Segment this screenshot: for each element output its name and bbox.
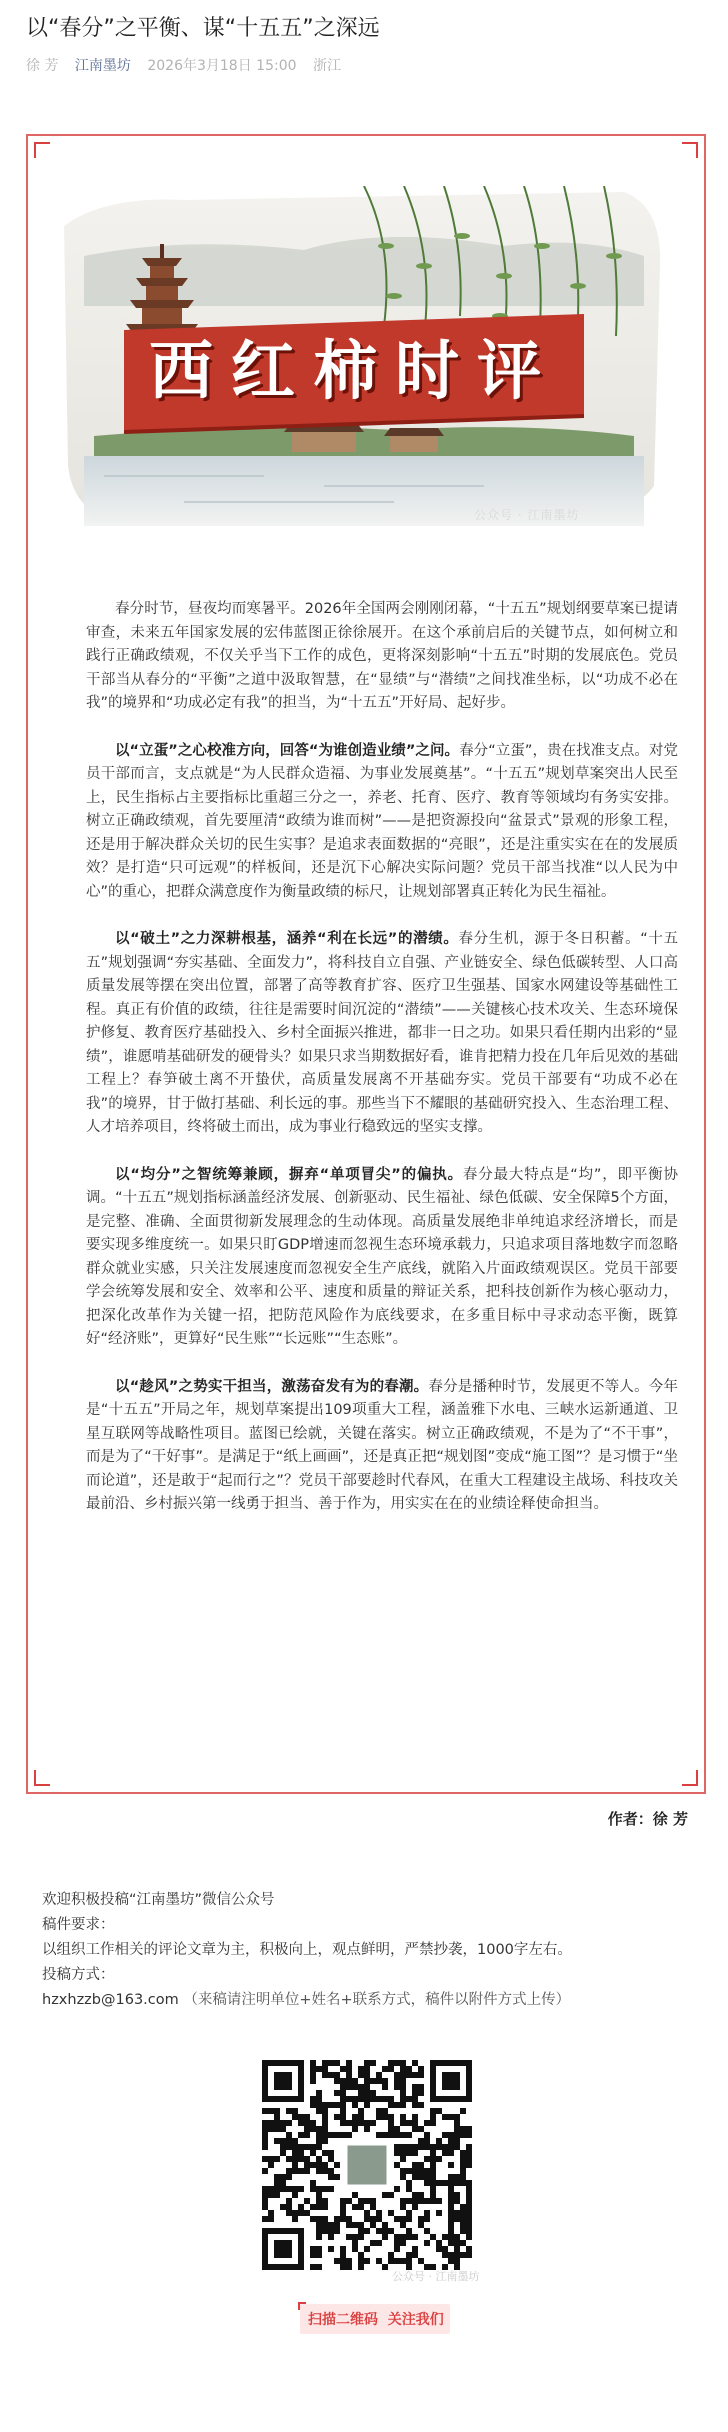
frame-corner (34, 1770, 50, 1786)
author-signature-name: 徐 芳 (652, 1810, 688, 1828)
paragraph-text: 春分时节，昼夜均而寒暑平。2026年全国两会刚刚闭幕，“十五五”规划纲要草案已提请审查，未来五年国家发展的宏伟蓝图正徐徐展开。在这个承前启后的关键节点，如何树立和践行正确政绩观，不仅关乎当下工作的成色，更将深刻影响“十五五”时期的发展底色。党员干部当从春分的“平衡”之道中汲取智慧，在“显绩”与“潜绩”之间找准坐标，以“功成不必在我”的境界和“功成必定有我”的担当，为“十五五”开好局、起好步。 (86, 601, 678, 711)
qr-caption-scan: 扫描二维码 (308, 2312, 378, 2328)
paragraph-text: 春分最大特点是“均”，即平衡协调。“十五五”规划指标涵盖经济发展、创新驱动、民生福祉、绿色低碳、安全保障5个方面，是完整、准确、全面贯彻新发展理念的生动体现。高质量发展绝非单纯追求经济增长，而是要实现多维度统一。如果只盯GDP增速而忽视生态环境承载力，只追求项目落地数字而忽略群众就业实感，只关注发展速度而忽视安全生产底线，就陷入片面政绩观误区。党员干部要学会统筹发展和安全、效率和公平、速度和质量的辩证关系，把科技创新作为核心驱动力，把深化改革作为关键一招，把防范风险作为底线要求，在多重目标中寻求动态平衡，既算好“经济账”，更算好“民生账”“长远账”“生态账”。 (86, 1166, 678, 1347)
paragraph-intro (86, 598, 678, 716)
qr-finder-pattern (262, 2060, 304, 2102)
qr-caption-mark (298, 2302, 306, 2310)
paragraph-section (86, 740, 678, 905)
qr-caption-follow: 关注我们 (387, 2312, 444, 2328)
submission-method (42, 1988, 702, 2013)
submission-email[interactable]: hzxhzzb@163.com (42, 1992, 179, 2008)
method-label: 投稿方式： (42, 1967, 115, 1983)
paragraph-section (86, 1376, 678, 1517)
qr-code[interactable] (262, 2060, 472, 2270)
banner-watermark: 公众号 · 江南墨坊 (474, 508, 580, 522)
paragraph-text: 春分“立蛋”，贵在找准支点。对党员干部而言，支点就是“为人民群众造福、为事业发展奠基”。“十五五”规划草案突出人民至上，民生指标占主要指标比重超三分之一，养老、托育、医疗、教育等领域均有务实安排。树立正确政绩观，首先要厘清“政绩为谁而树”——是把资源投向“盆景式”景观的形象工程，还是用于解决群众关切的民生实事？是追求表面数据的“亮眼”，还是注重实实在在的发展质效？是打造“只可远观”的样板间，还是沉下心解决实际问题？党员干部当找准“以人民为中心”的重心，把群众满意度作为衡量政绩的标尺，让规划部署真正转化为民生福祉。 (86, 742, 678, 900)
requirements-label: 稿件要求： (42, 1917, 115, 1933)
paragraph-text: 春分是播种时节，发展更不等人。今年是“十五五”开局之年，规划草案提出109项重大工程，涵盖雅下水电、三峡水运新通道、卫星互联网等战略性项目。蓝图已绘就，关键在落实。树立正确政绩观，不是为了“不干事”，而是为了“干好事”。是满足于“纸上画画”，还是真正把“规划图”变成“施工图”？是习惯于“坐而论道”，还是敢于“起而行之”？党员干部要趁时代春风，在重大工程建设主战场、科技攻关最前沿、乡村振兴第一线勇于担当、善于作为，用实实在在的业绩诠释使命担当。 (86, 1378, 679, 1512)
article-body (86, 598, 678, 1541)
banner-title-box (124, 322, 584, 422)
paragraph-lead: 以“破土”之力深耕根基，涵养“利在长远”的潜绩。 (115, 931, 459, 947)
banner-title-text: 西红柿时评 (149, 334, 559, 409)
submission-info (42, 1888, 702, 2013)
qr-caption (300, 2302, 460, 2338)
account-link[interactable]: 江南墨坊 (74, 58, 131, 74)
publish-location: 浙江 (312, 58, 341, 74)
paragraph-text: 春分生机，源于冬日积蓄。“十五五”规划强调“夯实基础、全面发力”，将科技自立自强、产业链安全、绿色低碳转型、人口高质量发展等摆在突出位置，部署了高等教育扩容、医疗卫生强基、国家水网建设等基础性工程。真正有价值的政绩，往往是需要时间沉淀的“潜绩”——关键核心技术攻关、生态环境保护修复、教育医疗基础投入、乡村全面振兴推进，都非一日之功。如果只看任期内出彩的“显绩”，谁愿啃基础研发的硬骨头？如果只求当期数据好看，谁肯把精力投在几年后见效的基础工程上？春笋破土离不开蛰伏，高质量发展离不开基础夯实。党员干部要有“功成不必在我”的境界，甘于做打基础、利长远的事。那些当下不耀眼的基础研究投入、生态治理工程、人才培养项目，终将破土而出，成为事业行稳致远的坚实支撑。 (86, 931, 679, 1135)
paragraph-lead: 以“均分”之智统筹兼顾，摒弃“单项冒尖”的偏执。 (115, 1166, 463, 1183)
submission-invite: 欢迎积极投稿“江南墨坊”微信公众号 (42, 1892, 275, 1908)
banner-image (64, 186, 662, 554)
paragraph-lead: 以“立蛋”之心校准方向，回答“为谁创造业绩”之问。 (115, 742, 460, 759)
author-label: 作者： (607, 1810, 653, 1828)
qr-logo-icon (346, 2144, 388, 2186)
paragraph-section (86, 928, 678, 1140)
paragraph-section (86, 1164, 678, 1352)
frame-corner (682, 1770, 698, 1786)
qr-finder-pattern (262, 2228, 304, 2270)
qr-code-icon (262, 2060, 472, 2270)
author-name: 徐 芳 (26, 58, 59, 74)
requirements-text: 以组织工作相关的评论文章为主，积极向上，观点鲜明，严禁抄袭，1000字左右。 (42, 1942, 572, 1958)
qr-watermark: 公众号 · 江南墨坊 (392, 2270, 480, 2283)
article-meta (26, 56, 353, 76)
paragraph-lead: 以“趁风”之势实干担当，激荡奋发有为的春潮。 (115, 1378, 429, 1395)
submission-note: （来稿请注明单位+姓名+联系方式，稿件以附件方式上传） (183, 1992, 571, 2008)
frame-corner (34, 142, 50, 158)
article-title: 以“春分”之平衡、谋“十五五”之深远 (26, 16, 380, 41)
qr-finder-pattern (430, 2060, 472, 2102)
author-signature (608, 1808, 688, 1829)
publish-date: 2026年3月18日 15:00 (147, 58, 297, 74)
frame-corner (682, 142, 698, 158)
qr-caption-text (308, 2309, 444, 2329)
